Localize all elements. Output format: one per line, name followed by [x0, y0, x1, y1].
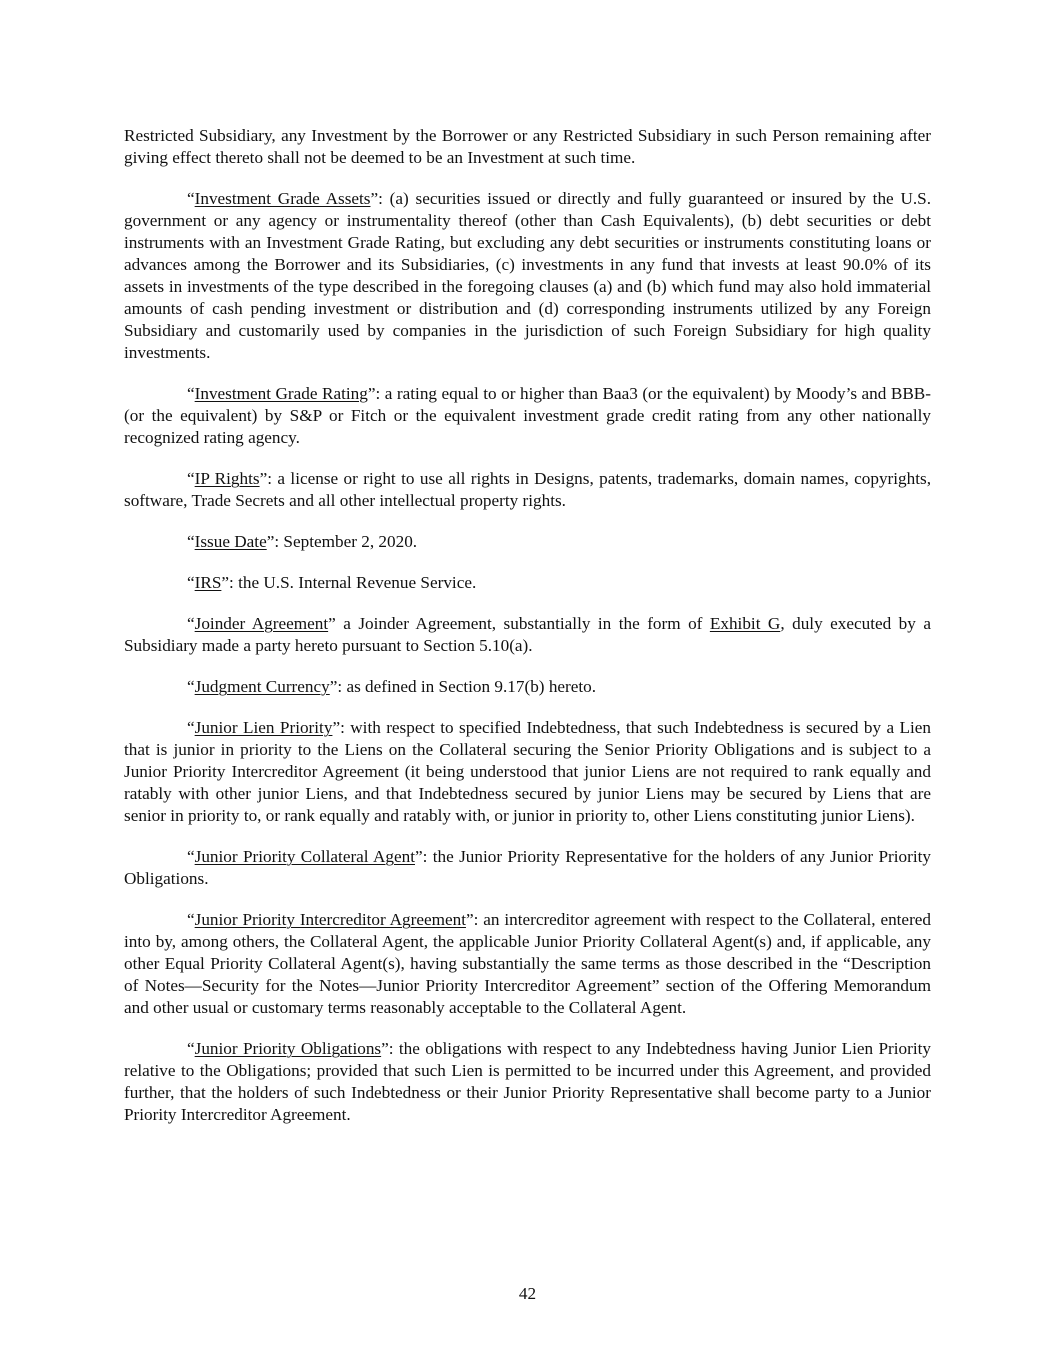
defined-term: Junior Priority Intercreditor Agreement — [194, 910, 466, 929]
definition-text: with respect to specified Indebtedness, that such Indebtedness is secured by a Lien that is junior in priority to the Liens on the Collateral securing the Senior Priority Obligations and is subject to a Junior Priority Intercreditor Agreement (it being understood that junior Liens are not required to rank equally and ratably with other junior Liens, and that Indebtedness secured by junior Liens may be secured by Liens that are senior in priority to, or rank equally and ratably with, or junior in priority to, other Liens constituting junior Liens). — [124, 718, 931, 825]
defined-term: Junior Priority Collateral Agent — [194, 847, 415, 866]
term-separator: ”: — [259, 469, 278, 488]
definition-investment-grade-assets — [124, 188, 931, 364]
defined-term: Investment Grade Rating — [194, 384, 368, 403]
open-quote: “ — [187, 910, 195, 929]
definition-joinder-agreement — [124, 613, 931, 657]
open-quote: “ — [187, 677, 195, 696]
open-quote: “ — [187, 189, 195, 208]
defined-term: IRS — [194, 573, 222, 592]
definition-investment-grade-rating — [124, 383, 931, 449]
definition-text: (a) securities issued or directly and fully guaranteed or insured by the U.S. government or any agency or instrumentality thereof (other than Cash Equivalents), (b) debt securities or debt instruments with an Investment Grade Rating, but excluding any debt securities or instruments constituting loans or advances among the Borrower and its Subsidiaries, (c) investments in any fund that invests at least 90.0% of its assets in investments of the type described in the foregoing clauses (a) and (b) which fund may also hold immaterial amounts of cash pending investment or distribution and (d) corresponding instruments utilized by any Foreign Subsidiary and customarily used by companies in the jurisdiction of such Foreign Subsidiary for high quality investments. — [124, 189, 932, 362]
term-separator: ”: — [266, 532, 284, 551]
term-separator: ” — [328, 614, 344, 633]
definition-junior-lien-priority — [124, 717, 931, 827]
term-separator: ”: — [221, 573, 239, 592]
exhibit-reference: Exhibit G — [709, 614, 781, 633]
open-quote: “ — [187, 532, 195, 551]
term-separator: ”: — [465, 910, 484, 929]
open-quote: “ — [187, 718, 195, 737]
open-quote: “ — [187, 847, 195, 866]
open-quote: “ — [187, 469, 195, 488]
term-separator: ”: — [381, 1039, 399, 1058]
open-quote: “ — [187, 1039, 195, 1058]
intro-paragraph: Restricted Subsidiary, any Investment by the Borrower or any Restricted Subsidiary in such Person remaining after giving effect thereto shall not be deemed to be an Investment at such time. — [124, 126, 931, 167]
open-quote: “ — [187, 573, 195, 592]
defined-term: Joinder Agreement — [194, 614, 329, 633]
term-separator: ”: — [332, 718, 351, 737]
definition-junior-priority-obligations — [124, 1038, 931, 1126]
definition-junior-priority-collateral-agent — [124, 846, 931, 890]
term-separator: ”: — [329, 677, 347, 696]
definition-text: the Junior Priority Representative for the holders of any Junior Priority Obligations. — [124, 847, 932, 888]
definition-issue-date — [124, 531, 931, 553]
definition-ip-rights — [124, 468, 931, 512]
definition-text: a license or right to use all rights in Designs, patents, trademarks, domain names, copyrights, software, Trade Secrets and all other intellectual property rights. — [124, 469, 931, 510]
definition-text: the obligations with respect to any Indebtedness having Junior Lien Priority relative to the Obligations; provided that such Lien is permitted to be incurred under this Agreement, and provided further, that the holders of such Indebtedness or their Junior Priority Representative shall become party to a Junior Priority Intercreditor Agreement. — [124, 1039, 932, 1124]
term-separator: ”: — [370, 189, 390, 208]
definition-text: the U.S. Internal Revenue Service. — [238, 573, 477, 592]
definition-text: a rating equal to or higher than Baa3 (or the equivalent) by Moody’s and BBB- (or the equivalent) by S&P or Fitch or the equivalent investment grade credit rating from any other nationally recognized rating agency. — [124, 384, 931, 447]
open-quote: “ — [187, 614, 195, 633]
defined-term: Junior Priority Obligations — [194, 1039, 382, 1058]
page-number: 42 — [518, 1284, 537, 1303]
page-body — [124, 125, 931, 1145]
defined-term: IP Rights — [194, 469, 260, 488]
definition-text: a Joinder Agreement, substantially in the form of — [343, 614, 710, 633]
definition-text: an intercreditor agreement with respect to the Collateral, entered into by, among others, the Collateral Agent, the applicable Junior Priority Collateral Agent(s) and, if applicable, any other Equal Priority Collateral Agent(s), having substantially the same terms as those described in the “Description of Notes—Security for the Notes—Junior Priority Intercreditor Agreement” section of the Offering Memorandum and other usual or customary terms reasonably acceptable to the Collateral Agent. — [124, 910, 932, 1017]
defined-term: Investment Grade Assets — [194, 189, 371, 208]
definition-irs — [124, 572, 931, 594]
definition-judgment-currency — [124, 676, 931, 698]
defined-term: Junior Lien Priority — [194, 718, 333, 737]
term-separator: ”: — [367, 384, 385, 403]
open-quote: “ — [187, 384, 195, 403]
definition-text: September 2, 2020. — [283, 532, 418, 551]
definition-text-continued: , duly executed by a Subsidiary made a party hereto pursuant to Section 5.10(a). — [124, 614, 931, 655]
definition-junior-priority-intercreditor-agreement — [124, 909, 931, 1019]
term-separator: ”: — [414, 847, 433, 866]
defined-term: Issue Date — [194, 532, 267, 551]
definition-text: as defined in Section 9.17(b) hereto. — [346, 677, 597, 696]
defined-term: Judgment Currency — [194, 677, 330, 696]
